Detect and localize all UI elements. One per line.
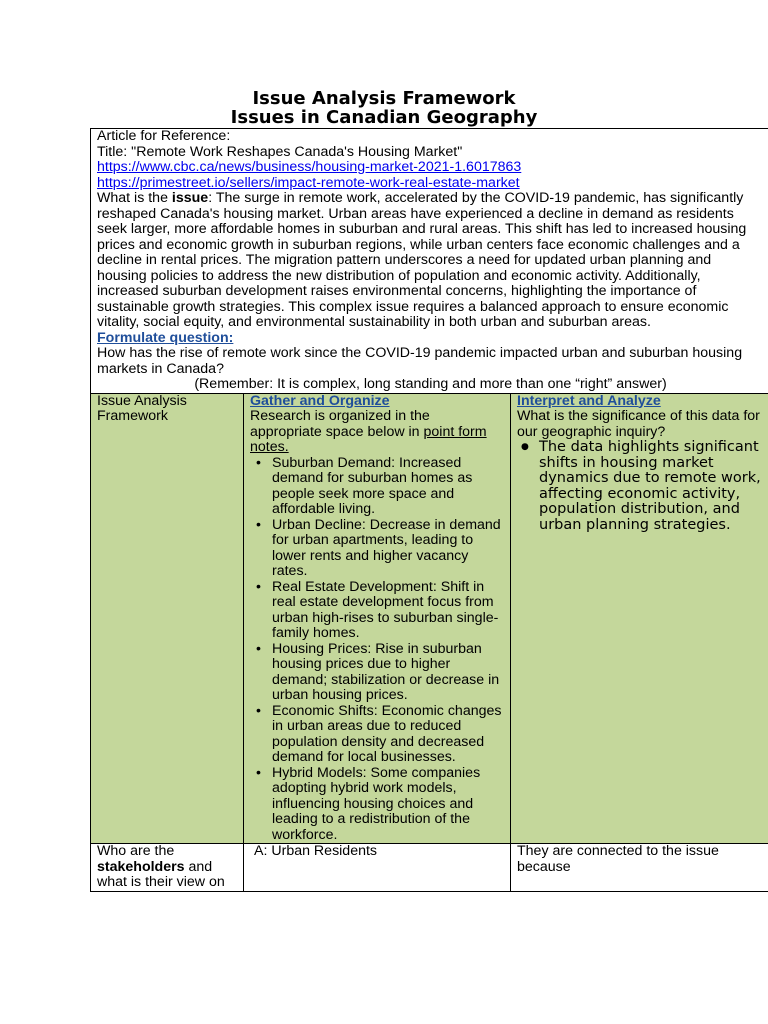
primestreet-link[interactable]: https://primestreet.io/sellers/impact-remote-work-real-estate-market — [97, 174, 520, 191]
list-item: ● The data highlights significant shifts in housing market dynamics due to remote work, affecting economic activity, population distribution, and urban planning strategies. — [539, 440, 764, 534]
article-cell — [91, 129, 768, 394]
inquiry-question: How has the rise of remote work since the COVID-19 pandemic impacted urban and suburban housing markets in Canada? — [97, 345, 743, 377]
point-form-notes-text: point form notes. — [250, 423, 487, 455]
gather-heading[interactable]: Gather and Organize — [250, 392, 390, 409]
interpret-heading[interactable]: Interpret and Analyze — [517, 392, 661, 409]
stakeholder-group-cell — [244, 844, 511, 892]
list-item: • Suburban Demand: Increased demand for suburban homes as people seek more space and affordable living. — [272, 456, 504, 518]
stakeholders-row — [91, 844, 768, 892]
document-subtitle: Issues in Canadian Geography — [230, 107, 538, 128]
issue-prefix: What is the — [97, 190, 172, 206]
issue-word: issue — [171, 190, 209, 206]
remember-note: (Remember: It is complex, long standing and more than one “right” answer) — [194, 376, 667, 392]
formulate-question-heading[interactable]: Formulate question: — [97, 329, 234, 346]
framework-label: Issue Analysis Framework — [97, 392, 187, 424]
analysis-table — [90, 128, 768, 892]
list-item: • Real Estate Development: Shift in real estate development focus from urban high-rises to suburban single-family homes. — [272, 580, 504, 642]
gather-cell — [244, 393, 511, 844]
connection-cell — [511, 844, 768, 892]
gather-list — [250, 456, 504, 844]
connection-text: They are connected to the issue because — [517, 843, 719, 875]
document-title: Issue Analysis Framework — [252, 88, 516, 109]
gather-intro — [250, 409, 504, 456]
article-label: Article for Reference: — [97, 128, 231, 144]
list-item: • Economic Shifts: Economic changes in urban areas due to reduced population density and decreased demand for local businesses. — [272, 704, 504, 766]
stakeholders-question-cell — [91, 844, 244, 892]
article-row — [91, 129, 768, 394]
stakeholders-prefix: Who are the — [97, 843, 175, 859]
stakeholders-suffix: and what is their view on — [97, 858, 225, 890]
stakeholder-group: A: Urban Residents — [254, 843, 378, 859]
gather-intro-text: Research is organized in the appropriate space below in — [250, 408, 430, 440]
list-item: • Hybrid Models: Some companies adopting hybrid work models, influencing housing choices and leading to a redistribution of the workforce. — [272, 766, 504, 844]
article-title: Title: "Remote Work Reshapes Canada's Housing Market" — [97, 143, 463, 160]
list-item: • Urban Decline: Decrease in demand for urban apartments, leading to lower rents and higher vacancy rates. — [272, 518, 504, 580]
interpret-cell — [511, 393, 768, 844]
framework-row — [91, 393, 768, 844]
framework-label-cell — [91, 393, 244, 844]
list-item: • Housing Prices: Rise in suburban housing prices due to higher demand; stabilization or decrease in urban housing prices. — [272, 642, 504, 704]
cbc-link[interactable]: https://www.cbc.ca/news/business/housing-market-2021-1.6017863 — [97, 159, 522, 175]
issue-text: : The surge in remote work, accelerated by the COVID-19 pandemic, has significantly reshaped Canada's housing market. Urban areas have experienced a decline in demand as residents seek larger, more affordable homes in suburban and rural areas. This shift has led to increased housing prices and economic growth in suburban regions, while urban centers face economic challenges and a decline in rental prices. The migration pattern underscores a need for updated urban planning and housing policies to address the new distribution of population and economic activity. Additionally, increased suburban development raises environmental concerns, highlighting the importance of sustainable growth strategies. This complex issue requires a balanced approach to ensure economic vitality, social equity, and environmental sustainability in both urban and suburban areas. — [97, 190, 747, 330]
stakeholders-bold: stakeholders — [97, 858, 185, 875]
interpret-question: What is the significance of this data for our geographic inquiry? — [517, 408, 760, 440]
interpret-list — [517, 440, 764, 534]
issue-paragraph — [97, 191, 764, 331]
